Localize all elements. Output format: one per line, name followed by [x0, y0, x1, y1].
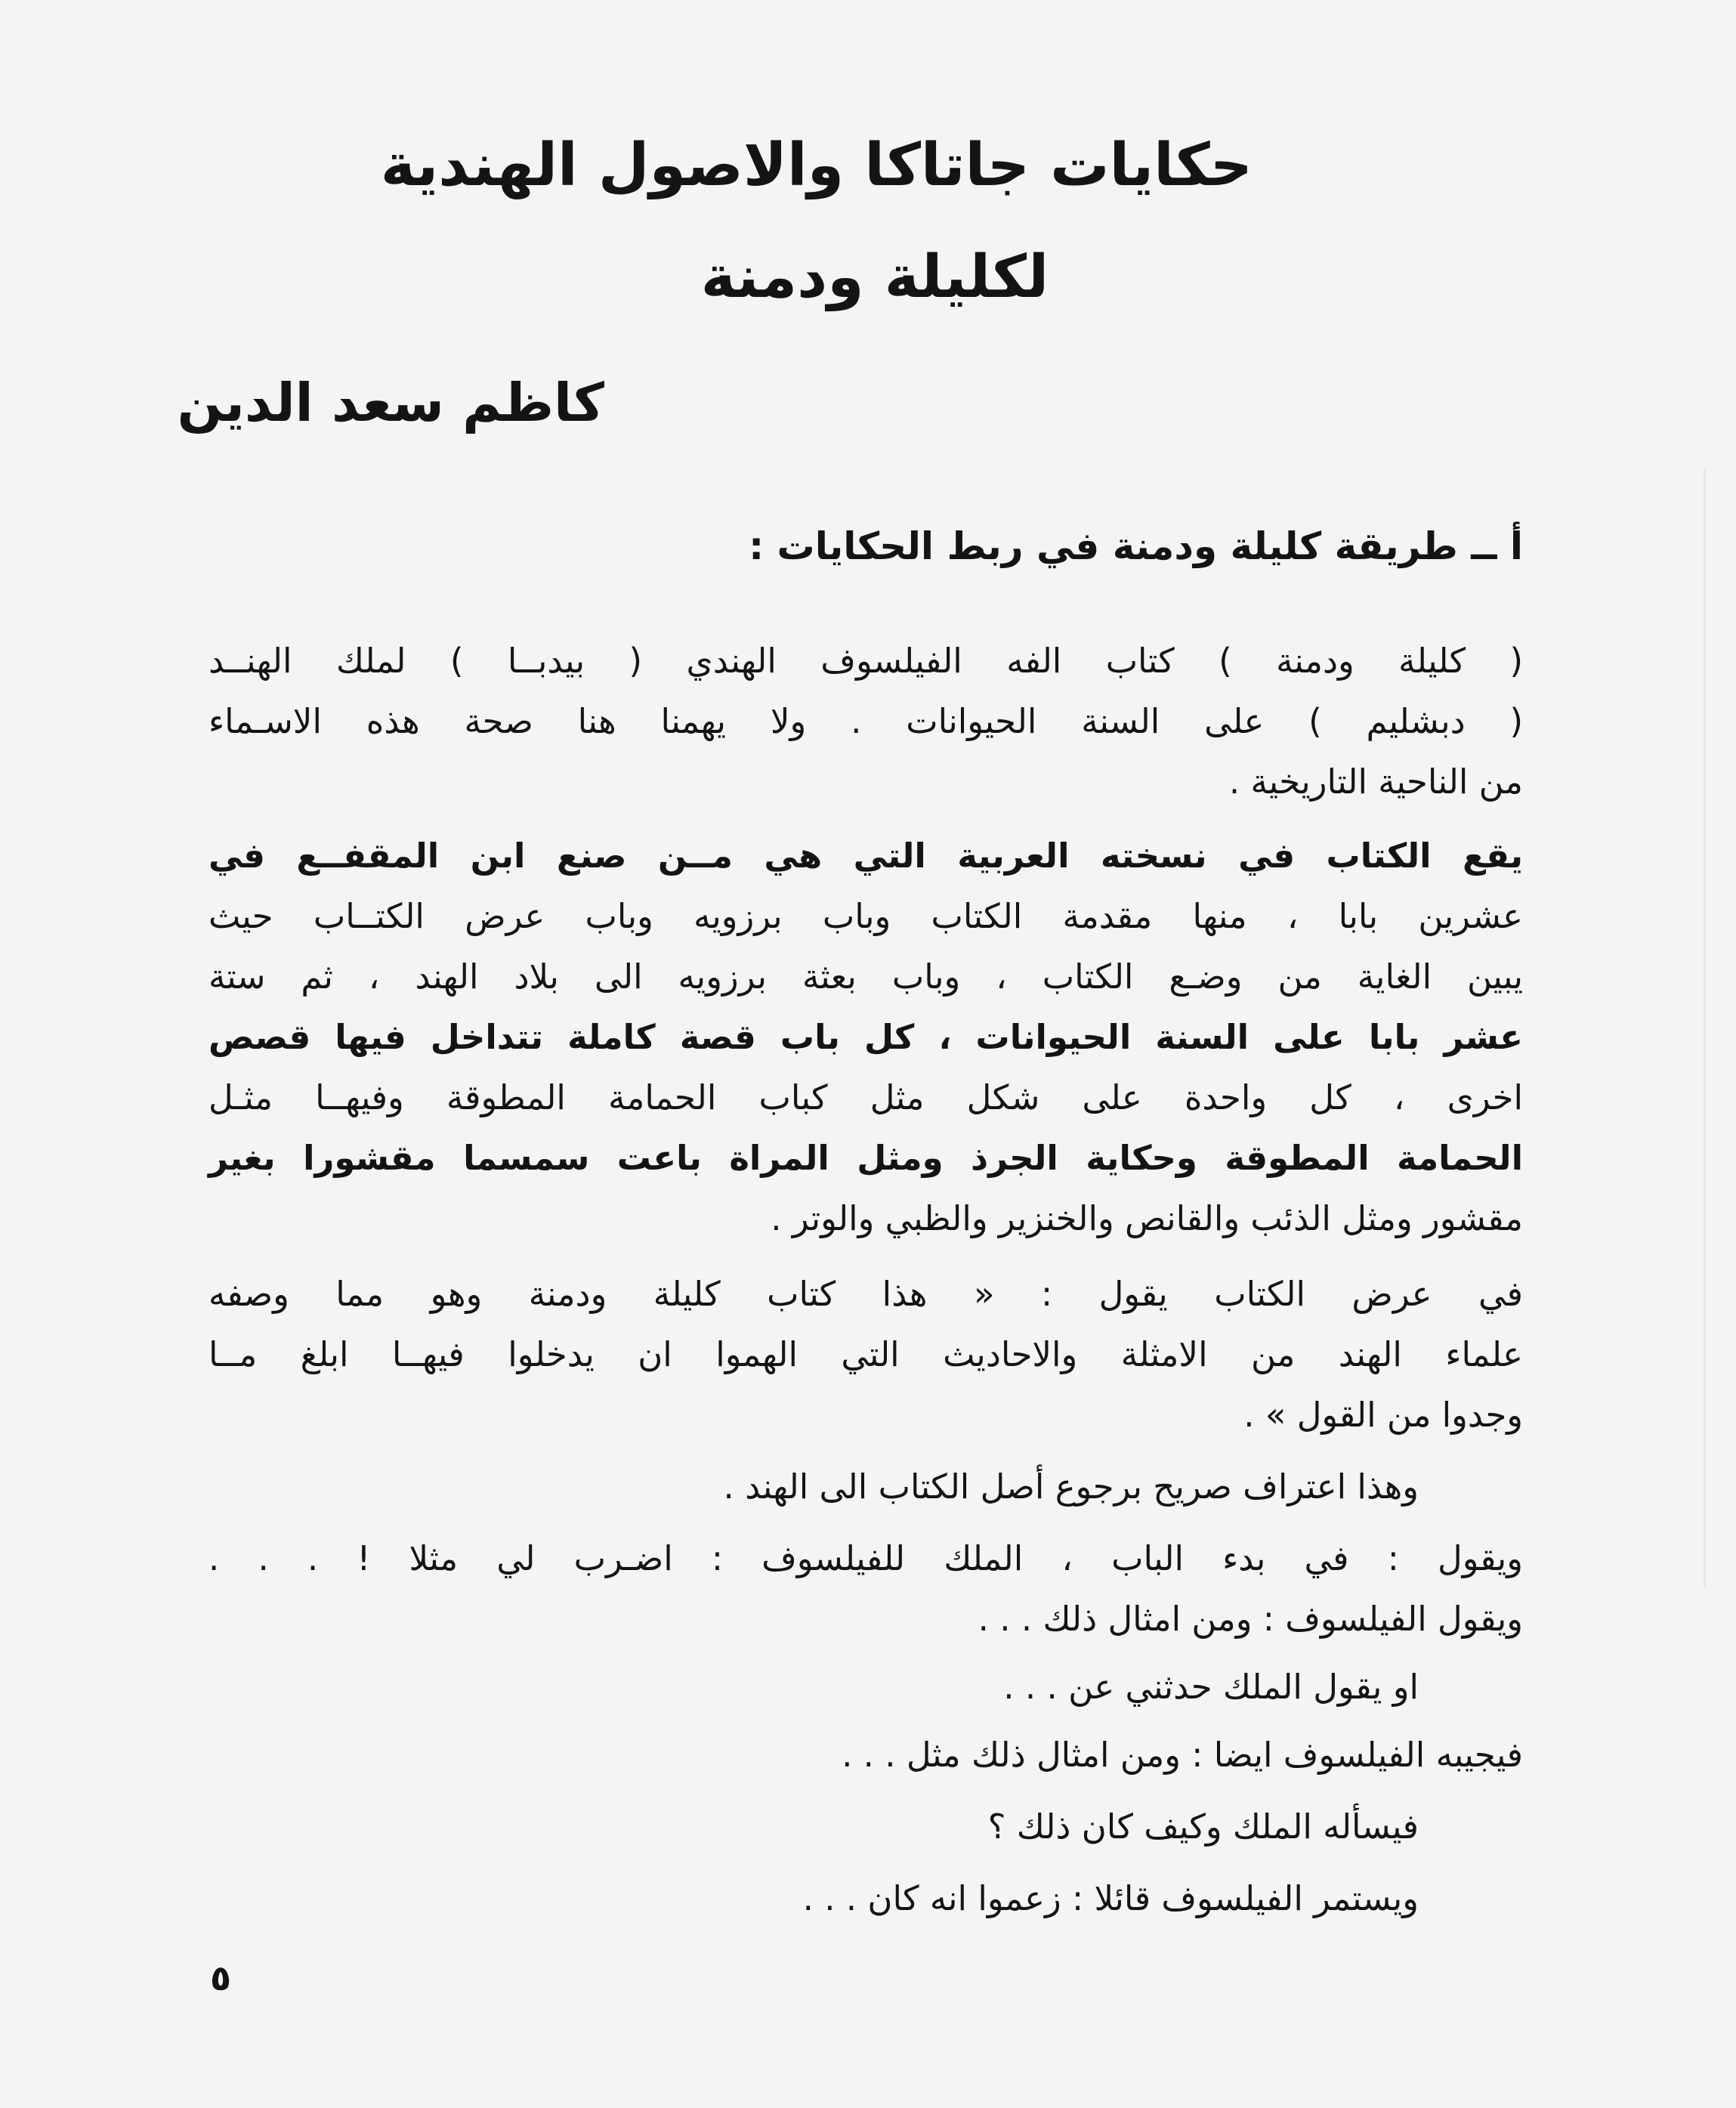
paragraph-2-line: يبين الغاية من وضـع الكتاب ، وباب بعثة برزويه الى بلاد الهند ، ثم ستة [209, 957, 1523, 997]
dialogue-line: فيجيبه الفيلسوف ايضا : ومن امثال ذلك مثل . . . [842, 1735, 1523, 1775]
section-heading: أ ــ طريقة كليلة ودمنة في ربط الحكايات : [749, 524, 1523, 568]
paragraph-3-line: في عرض الكتاب يقول : « هذا كتاب كليلة ودمنة وهو مما وصفه [209, 1274, 1523, 1314]
paragraph-2-line: عشرين بابا ، منها مقدمة الكتاب وباب برزويه وباب عرض الكتــاب حيث [209, 896, 1523, 936]
paragraph-3-line: علماء الهند من الامثلة والاحاديث التي الهموا ان يدخلوا فيهــا ابلغ مــا [209, 1334, 1523, 1374]
dialogue-line: او يقول الملك حدثني عن . . . [1003, 1667, 1419, 1707]
paragraph-2-line: الحمامة المطوقة وحكاية الجرذ ومثل المراة باعت سمسما مقشورا بغير [209, 1138, 1523, 1178]
scan-edge-shadow [1704, 468, 1706, 1587]
dialogue-line: ويقول : في بدء الباب ، الملك للفيلسوف : اضـرب لي مثلا ! . . . [209, 1538, 1523, 1578]
paragraph-4-line: وهذا اعتراف صريح برجوع أصل الكتاب الى الهند . [723, 1467, 1419, 1507]
title-line-2: لكليلة ودمنة [700, 243, 1049, 311]
dialogue-line: ويقول الفيلسوف : ومن امثال ذلك . . . [978, 1599, 1523, 1639]
paragraph-2-line: عشر بابا على السنة الحيوانات ، كل باب قصة كاملة تتداخل فيها قصص [209, 1017, 1523, 1057]
paragraph-1-line: من الناحية التاريخية . [1228, 762, 1523, 802]
paragraph-1-line: ( دبشليم ) على السنة الحيوانات . ولا يهمنا هنا صحة هذه الاسـماء [209, 701, 1523, 741]
paragraph-2-line: مقشور ومثل الذئب والقانص والخنزير والظبي والوتر . [771, 1198, 1523, 1238]
paragraph-1-line: ( كليلة ودمنة ) كتاب الفه الفيلسوف الهندي ( بيدبــا ) لملك الهنــد [209, 641, 1523, 681]
dialogue-line: فيسأله الملك وكيف كان ذلك ؟ [987, 1807, 1419, 1847]
page-number: ٥ [210, 1958, 232, 1998]
author-name: كاظم سعد الدين [177, 372, 604, 434]
paragraph-2-line: يقع الكتاب في نسخته العربية التي هي مــن صنع ابن المقفــع في [209, 836, 1523, 876]
paragraph-3-line: وجدوا من القول » . [1243, 1395, 1523, 1435]
paragraph-2-line: اخرى ، كل واحدة على شكل مثل كباب الحمامة المطوقة وفيهــا مثـل [209, 1077, 1523, 1117]
title-line-1: حكايات جاتاكا والاصول الهندية [380, 131, 1253, 199]
dialogue-line: ويستمر الفيلسوف قائلا : زعموا انه كان . . . [802, 1878, 1419, 1918]
